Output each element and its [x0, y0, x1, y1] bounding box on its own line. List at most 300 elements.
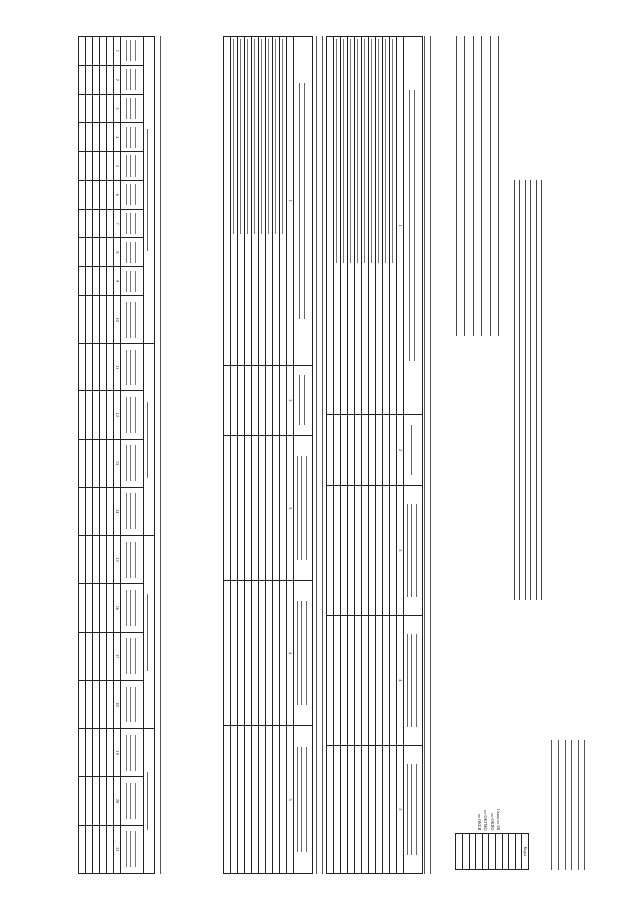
section-header-line	[424, 36, 428, 874]
row-text-line	[282, 39, 283, 234]
header-text-line	[135, 783, 138, 819]
table-row	[252, 37, 259, 874]
table-index-cell: 1	[114, 37, 121, 66]
rotated-page	[40, 30, 595, 880]
row-value-cell	[355, 485, 362, 615]
appendix-header	[550, 740, 591, 870]
row-value-cell	[355, 745, 362, 873]
row-value-cell	[93, 777, 100, 825]
row-value-cell	[100, 825, 107, 873]
row-name-cell	[259, 37, 266, 366]
appendix-line	[558, 740, 563, 870]
row-value-cell	[93, 584, 100, 632]
table-header-cell	[404, 485, 423, 615]
table-index-cell: 3	[114, 94, 121, 123]
header-text-line	[414, 90, 417, 362]
row-value-cell	[107, 296, 114, 344]
row-value-cell	[86, 180, 93, 209]
header-text-line	[135, 445, 138, 481]
table-row	[100, 37, 107, 874]
row-value-cell	[107, 180, 114, 209]
header-text-line	[299, 375, 302, 425]
header-text-line	[135, 242, 138, 263]
row-name-cell	[273, 37, 280, 366]
row-value-cell	[86, 37, 93, 66]
header-text-line	[126, 542, 129, 578]
header-text-line	[126, 831, 129, 867]
table-group-header	[144, 37, 155, 344]
row-value-cell	[86, 296, 93, 344]
row-value-cell	[383, 745, 390, 873]
row-value-cell	[93, 238, 100, 267]
header-text-line	[131, 638, 134, 674]
row-value-cell	[93, 37, 100, 66]
row-value-cell	[107, 344, 114, 391]
header-text-line	[131, 542, 134, 578]
table-subheader-cell	[121, 439, 144, 487]
meta-line	[490, 36, 497, 336]
table-index-cell: 2	[114, 65, 121, 94]
row-value-cell	[348, 415, 355, 486]
row-value-cell	[93, 123, 100, 152]
row-text-line	[343, 39, 344, 263]
row-value-cell	[79, 209, 86, 238]
header-text-line	[135, 831, 138, 867]
header-text-line	[131, 40, 134, 61]
header-text-line	[135, 493, 138, 529]
row-text-line	[254, 39, 255, 234]
row-value-cell	[79, 94, 86, 123]
codes-row	[463, 750, 470, 870]
codes-row	[482, 750, 489, 870]
row-value-cell	[383, 485, 390, 615]
table-header-row	[404, 37, 423, 874]
table-index-cell: 4	[114, 123, 121, 152]
row-value-cell	[327, 485, 334, 615]
table-index-cell: 1	[397, 37, 404, 415]
table-index-cell: 13	[114, 439, 121, 487]
table-subheader-cell	[121, 37, 144, 66]
header-text-line	[416, 634, 419, 727]
appendix-line	[551, 740, 556, 870]
row-value-cell	[93, 94, 100, 123]
table-header-cell	[404, 415, 423, 486]
header-text-line	[126, 69, 129, 90]
table-2	[223, 36, 313, 874]
codes-row-label: по ОКПО	[489, 813, 495, 831]
row-value-cell	[376, 615, 383, 745]
table-row	[355, 37, 362, 874]
header-text-line	[407, 504, 410, 597]
row-value-cell	[273, 436, 280, 581]
table-subheader-cell	[121, 180, 144, 209]
row-value-cell	[348, 485, 355, 615]
row-value-cell	[390, 485, 397, 615]
table-index-cell: 21	[114, 825, 121, 873]
header-text-line	[416, 764, 419, 856]
row-value-cell	[93, 536, 100, 584]
table-row	[362, 37, 369, 874]
table-subheader-cell	[121, 632, 144, 680]
header-text-line	[306, 601, 309, 705]
table-index-cell: 18	[114, 680, 121, 728]
section-header-line	[322, 36, 326, 874]
header-text-line	[126, 40, 129, 61]
row-value-cell	[100, 391, 107, 439]
row-value-cell	[231, 581, 238, 726]
row-value-cell	[107, 391, 114, 439]
table-index-cell: 15	[114, 536, 121, 584]
row-value-cell	[79, 825, 86, 873]
codes-row-label	[515, 750, 522, 833]
table-subheader-cell	[121, 584, 144, 632]
row-value-cell	[93, 825, 100, 873]
row-value-cell	[100, 487, 107, 535]
codes-row-label: по ОКЕИ	[476, 813, 482, 831]
row-value-cell	[100, 584, 107, 632]
row-value-cell	[86, 94, 93, 123]
table-group-header-row	[144, 37, 155, 874]
table-row	[107, 37, 114, 874]
header-text-line	[412, 504, 415, 597]
row-value-cell	[93, 65, 100, 94]
row-value-cell	[376, 415, 383, 486]
header-text-line	[299, 83, 302, 319]
title-line	[531, 180, 535, 600]
header-text-line	[131, 350, 134, 385]
header-text-line	[135, 590, 138, 626]
table-subheader-cell	[121, 680, 144, 728]
codes-row	[469, 750, 476, 870]
row-value-cell	[383, 615, 390, 745]
row-value-cell	[107, 825, 114, 873]
header-text-line	[416, 504, 419, 597]
row-value-cell	[79, 267, 86, 296]
header-text-line	[304, 83, 307, 319]
section2-header	[315, 36, 327, 874]
table-header-cell	[294, 37, 313, 366]
codes-row-label: по ОКТМО	[483, 810, 489, 831]
table-index-cell: 7	[114, 209, 121, 238]
table-row	[341, 37, 348, 874]
row-value-cell	[93, 267, 100, 296]
codes-row-value	[489, 833, 496, 869]
row-value-cell	[107, 123, 114, 152]
row-value-cell	[383, 415, 390, 486]
header-text-line	[407, 634, 410, 727]
row-value-cell	[280, 436, 287, 581]
row-value-cell	[238, 365, 245, 436]
header-text-line	[135, 40, 138, 61]
appendix-line	[565, 740, 570, 870]
row-value-cell	[79, 238, 86, 267]
row-name-cell	[369, 37, 376, 415]
codes-row-label	[509, 750, 516, 833]
row-value-cell	[86, 238, 93, 267]
row-value-cell	[334, 615, 341, 745]
table-index-row	[397, 37, 404, 874]
row-value-cell	[238, 436, 245, 581]
row-value-cell	[259, 726, 266, 874]
table-header-cell	[404, 37, 423, 415]
header-text-line	[131, 98, 134, 119]
row-value-cell	[93, 180, 100, 209]
row-name-cell	[390, 37, 397, 415]
row-value-cell	[93, 729, 100, 777]
codes-row-label	[463, 750, 470, 833]
row-value-cell	[86, 123, 93, 152]
header-text-line	[407, 764, 410, 856]
row-value-cell	[273, 726, 280, 874]
row-value-cell	[355, 615, 362, 745]
table-subheader-cell	[121, 777, 144, 825]
table-index-cell: 2	[287, 365, 294, 436]
table-subheader-cell	[121, 391, 144, 439]
codes-row-label	[456, 750, 463, 833]
row-text-line	[336, 39, 337, 263]
table-subheader-cell	[121, 344, 144, 391]
row-text-line	[378, 39, 379, 263]
row-value-cell	[341, 745, 348, 873]
table-row	[383, 37, 390, 874]
row-text-line	[357, 39, 358, 263]
row-value-cell	[93, 296, 100, 344]
row-value-cell	[245, 726, 252, 874]
table-index-cell: 17	[114, 632, 121, 680]
row-value-cell	[280, 365, 287, 436]
row-value-cell	[93, 680, 100, 728]
row-value-cell	[259, 365, 266, 436]
row-value-cell	[107, 584, 114, 632]
table-subheader-cell	[121, 536, 144, 584]
codes-row-label: Глава по БК	[496, 809, 502, 831]
table-index-cell: 1	[287, 37, 294, 366]
row-value-cell	[100, 777, 107, 825]
table-subheader-cell	[121, 487, 144, 535]
row-value-cell	[79, 536, 86, 584]
header-text-line	[135, 69, 138, 90]
table-index-cell: 14	[114, 487, 121, 535]
row-value-cell	[245, 436, 252, 581]
table-index-cell: 4	[287, 581, 294, 726]
header-text-line	[131, 155, 134, 176]
row-text-line	[364, 39, 365, 263]
title-line	[514, 180, 518, 600]
row-value-cell	[280, 726, 287, 874]
header-text-line	[131, 271, 134, 292]
table-subheader-cell	[121, 209, 144, 238]
header-text-line	[126, 638, 129, 674]
row-value-cell	[86, 777, 93, 825]
row-value-cell	[252, 581, 259, 726]
header-text-line	[135, 687, 138, 723]
table-header-cell	[404, 615, 423, 745]
table-index-cell: 3	[397, 485, 404, 615]
header-text-line	[135, 184, 138, 205]
row-value-cell	[245, 365, 252, 436]
row-value-cell	[224, 436, 231, 581]
row-value-cell	[362, 745, 369, 873]
header-text-line	[131, 687, 134, 723]
table-row	[86, 37, 93, 874]
row-value-cell	[93, 391, 100, 439]
row-value-cell	[341, 415, 348, 486]
row-name-cell	[348, 37, 355, 415]
row-value-cell	[369, 745, 376, 873]
header-text-line	[148, 402, 151, 478]
section1-header	[423, 36, 435, 874]
table-index-row	[114, 37, 121, 874]
row-value-cell	[341, 485, 348, 615]
table-header-cell	[294, 581, 313, 726]
row-value-cell	[334, 415, 341, 486]
table-row	[79, 37, 86, 874]
header-text-line	[126, 783, 129, 819]
codes-row-value	[463, 833, 470, 869]
row-value-cell	[362, 615, 369, 745]
row-value-cell	[79, 391, 86, 439]
row-text-line	[371, 39, 372, 263]
row-value-cell	[79, 680, 86, 728]
codes-header: Коды	[522, 833, 529, 869]
row-value-cell	[100, 296, 107, 344]
codes-row-value	[509, 833, 516, 869]
header-text-line	[135, 155, 138, 176]
row-value-cell	[348, 615, 355, 745]
header-text-line	[302, 456, 305, 560]
header-text-line	[135, 397, 138, 433]
row-name-cell	[238, 37, 245, 366]
row-text-line	[240, 39, 241, 234]
row-value-cell	[100, 65, 107, 94]
row-value-cell	[238, 581, 245, 726]
table-row	[334, 37, 341, 874]
row-value-cell	[100, 180, 107, 209]
table-1	[326, 36, 423, 874]
header-text-line	[131, 302, 134, 338]
table-header-cell	[294, 365, 313, 436]
row-name-cell	[327, 37, 334, 415]
header-text-line	[131, 184, 134, 205]
table-index-cell: 20	[114, 777, 121, 825]
row-value-cell	[266, 365, 273, 436]
title-line	[536, 180, 540, 600]
row-value-cell	[93, 439, 100, 487]
row-value-cell	[100, 238, 107, 267]
header-text-line	[126, 127, 129, 148]
row-value-cell	[327, 745, 334, 873]
table-header-cell	[294, 726, 313, 874]
table-row	[273, 37, 280, 874]
section3-header	[158, 36, 165, 874]
row-value-cell	[107, 439, 114, 487]
row-value-cell	[100, 267, 107, 296]
header-text-line	[131, 397, 134, 433]
section-header-line	[430, 36, 434, 874]
table-row	[376, 37, 383, 874]
codes-row	[496, 750, 503, 870]
row-value-cell	[79, 487, 86, 535]
row-value-cell	[79, 296, 86, 344]
table-row	[280, 37, 287, 874]
header-text-line	[131, 69, 134, 90]
row-value-cell	[79, 123, 86, 152]
row-value-cell	[86, 267, 93, 296]
row-value-cell	[100, 439, 107, 487]
row-text-line	[268, 39, 269, 234]
row-value-cell	[252, 365, 259, 436]
row-value-cell	[224, 581, 231, 726]
table-index-cell: 9	[114, 267, 121, 296]
table-header-cell	[294, 436, 313, 581]
row-value-cell	[252, 726, 259, 874]
table-row	[245, 37, 252, 874]
row-value-cell	[86, 825, 93, 873]
header-text-line	[131, 213, 134, 234]
row-value-cell	[100, 344, 107, 391]
table-group-header	[144, 536, 155, 729]
header-text-line	[148, 594, 151, 671]
header-text-line	[297, 601, 300, 705]
row-value-cell	[86, 439, 93, 487]
meta-line	[456, 36, 463, 336]
row-value-cell	[231, 436, 238, 581]
row-value-cell	[334, 485, 341, 615]
table-row	[93, 37, 100, 874]
table-subheader-cell	[121, 65, 144, 94]
row-value-cell	[273, 365, 280, 436]
codes-row-value	[496, 833, 503, 869]
row-value-cell	[273, 581, 280, 726]
row-name-cell	[376, 37, 383, 415]
row-value-cell	[79, 777, 86, 825]
row-value-cell	[266, 726, 273, 874]
row-value-cell	[79, 344, 86, 391]
row-name-cell	[334, 37, 341, 415]
row-name-cell	[383, 37, 390, 415]
row-value-cell	[100, 729, 107, 777]
title-line	[525, 180, 529, 600]
row-value-cell	[86, 536, 93, 584]
row-value-cell	[93, 209, 100, 238]
document-meta-fields	[455, 36, 508, 336]
title-line	[542, 180, 546, 600]
header-text-line	[412, 764, 415, 856]
row-value-cell	[252, 436, 259, 581]
row-value-cell	[86, 65, 93, 94]
row-value-cell	[107, 65, 114, 94]
row-name-cell	[266, 37, 273, 366]
row-value-cell	[79, 632, 86, 680]
header-text-line	[297, 747, 300, 853]
row-value-cell	[79, 180, 86, 209]
table-index-cell: 5	[287, 726, 294, 874]
header-text-line	[131, 831, 134, 867]
table-group-header	[144, 729, 155, 874]
header-text-line	[148, 129, 151, 252]
header-text-line	[131, 445, 134, 481]
table-index-cell: 10	[114, 296, 121, 344]
row-value-cell	[369, 615, 376, 745]
table-index-cell: 4	[397, 615, 404, 745]
row-value-cell	[224, 726, 231, 874]
table-index-cell: 6	[114, 180, 121, 209]
row-text-line	[247, 39, 248, 234]
row-value-cell	[79, 37, 86, 66]
codes-row-value	[502, 833, 509, 869]
header-text-line	[131, 127, 134, 148]
codes-row	[515, 750, 522, 870]
